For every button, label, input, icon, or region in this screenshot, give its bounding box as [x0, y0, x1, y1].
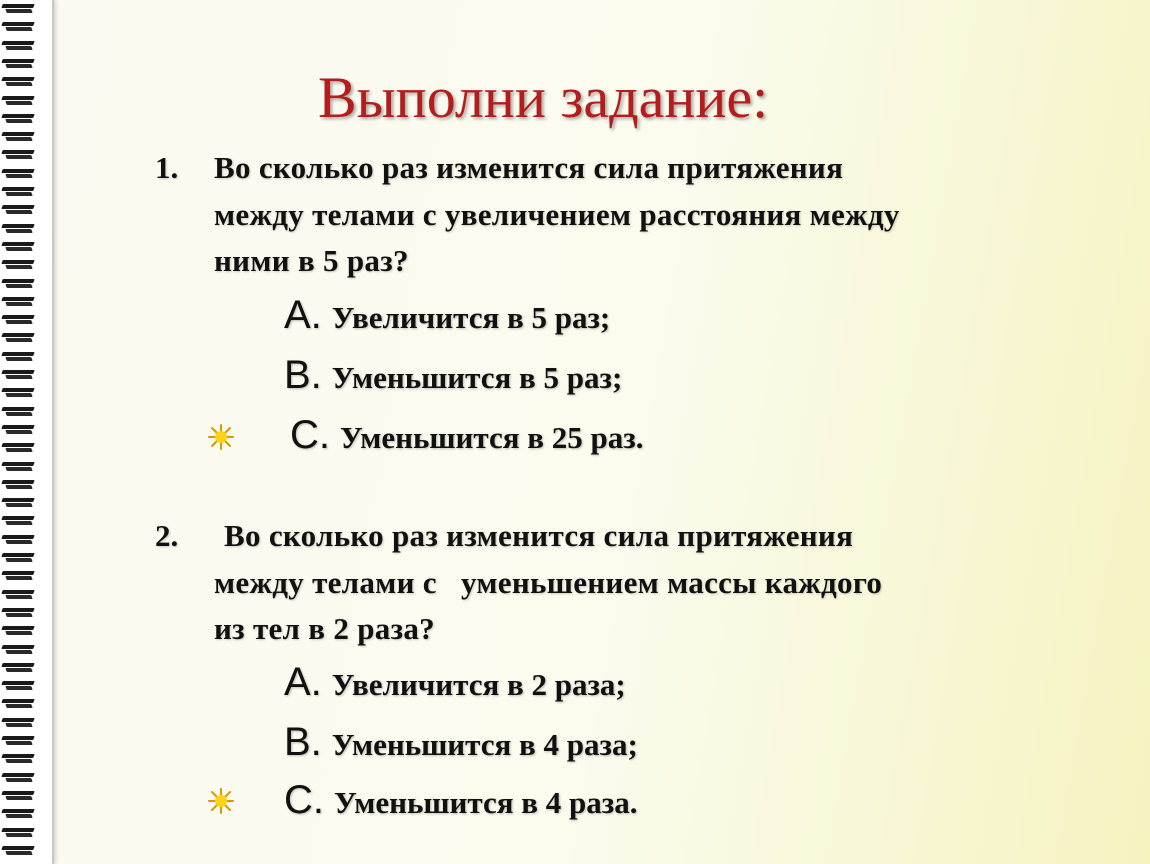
option-letter: A.: [284, 293, 322, 337]
spiral-coil: [2, 608, 36, 617]
question-1-line-1: Во сколько раз изменится сила притяжения: [214, 150, 844, 185]
option-letter: C.: [290, 413, 330, 457]
question-1-option-c: [290, 413, 643, 458]
option-letter: A.: [284, 660, 322, 704]
spiral-coil: [2, 425, 36, 434]
spiral-coil: [2, 699, 36, 708]
spiral-coil: [2, 736, 36, 745]
spiral-coil: [2, 571, 36, 580]
sparkle-star-icon: [208, 788, 234, 814]
spiral-coil: [2, 77, 36, 86]
option-text: Уменьшится в 25 раз.: [340, 420, 644, 455]
spiral-coil: [2, 828, 36, 837]
question-1-option-a: [284, 293, 610, 338]
spiral-coil: [2, 169, 36, 178]
spiral-coil: [2, 516, 36, 525]
spiral-coil: [2, 791, 36, 800]
spiral-coil: [2, 41, 36, 50]
option-text: Уменьшится в 5 раз;: [331, 360, 623, 395]
option-text: Увеличится в 2 раза;: [331, 667, 626, 702]
spiral-coil: [2, 809, 36, 818]
question-2-line-2: между телами с уменьшением массы каждого: [214, 565, 883, 600]
spiral-coil: [2, 407, 36, 416]
spiral-coil: [2, 114, 36, 123]
spiral-coil: [2, 443, 36, 452]
spiral-coil: [2, 480, 36, 489]
option-letter: C.: [284, 778, 324, 822]
spiral-coil: [2, 681, 36, 690]
spiral-coil: [2, 150, 36, 159]
question-1-option-b: [284, 353, 622, 398]
spiral-coil: [2, 370, 36, 379]
spiral-coil: [2, 626, 36, 635]
question-2-option-a: [284, 660, 626, 705]
spiral-binding: [0, 0, 54, 864]
spiral-coil: [2, 224, 36, 233]
spiral-coil: [2, 590, 36, 599]
spiral-coil: [2, 205, 36, 214]
spiral-coil: [2, 388, 36, 397]
question-1-number: 1.: [155, 150, 179, 185]
question-1-line-2: между телами с увеличением расстояния между: [214, 197, 900, 232]
spiral-coil: [2, 187, 36, 196]
question-2-option-c: [284, 778, 637, 823]
question-2-option-b: [284, 720, 638, 765]
spiral-coil: [2, 846, 36, 855]
spiral-coil: [2, 498, 36, 507]
spiral-coil: [2, 754, 36, 763]
spiral-coil: [2, 279, 36, 288]
spiral-coil: [2, 553, 36, 562]
spiral-coil: [2, 773, 36, 782]
spiral-coil: [2, 535, 36, 544]
spiral-coil: [2, 462, 36, 471]
spiral-coil: [2, 242, 36, 251]
question-2-line-3: из тел в 2 раза?: [214, 611, 435, 646]
option-text: Уменьшится в 4 раза;: [331, 727, 638, 762]
option-letter: B.: [284, 353, 322, 397]
slide-title: Выполни задание:: [318, 65, 769, 130]
spiral-coil: [2, 663, 36, 672]
spiral-coil: [2, 352, 36, 361]
spiral-coil: [2, 297, 36, 306]
spiral-coil: [2, 645, 36, 654]
sparkle-star-icon: [208, 424, 234, 450]
spiral-coil: [2, 132, 36, 141]
spiral-coil: [2, 333, 36, 342]
spiral-coil: [2, 718, 36, 727]
spiral-coil: [2, 260, 36, 269]
option-text: Уменьшится в 4 раза.: [334, 785, 638, 820]
spiral-coil: [2, 4, 36, 13]
question-2-line-1: Во сколько раз изменится сила притяжения: [224, 518, 854, 553]
spiral-coil: [2, 59, 36, 68]
option-letter: B.: [284, 720, 322, 764]
spiral-coil: [2, 96, 36, 105]
spiral-coil: [2, 22, 36, 31]
question-1-line-3: ними в 5 раз?: [214, 243, 409, 278]
question-2-number: 2.: [155, 518, 179, 553]
option-text: Увеличится в 5 раз;: [331, 300, 611, 335]
spiral-coil: [2, 315, 36, 324]
